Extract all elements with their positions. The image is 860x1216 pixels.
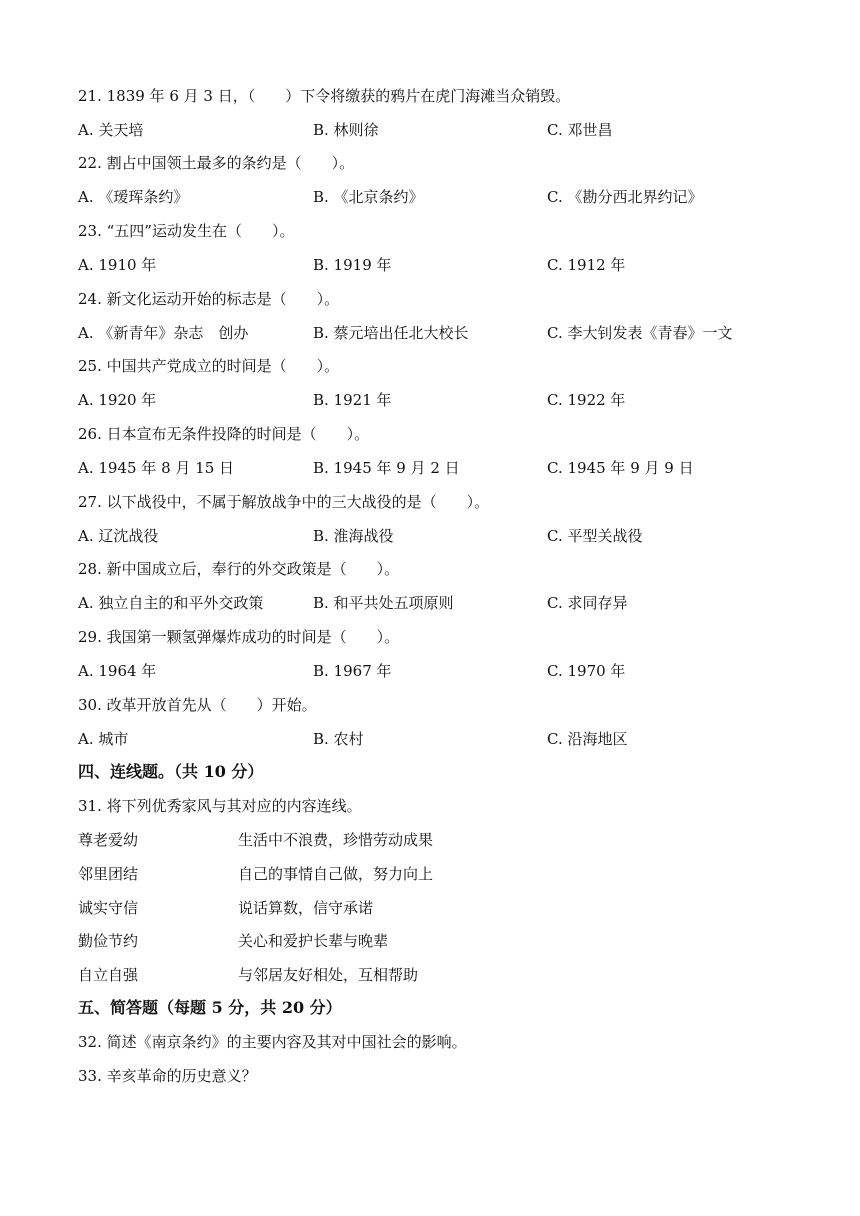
match-right-item: 关心和爱护长辈与晚辈: [238, 932, 389, 950]
question-29-option-b: B. 1967 年: [313, 662, 392, 680]
question-26-option-c: C. 1945 年 9 月 9 日: [547, 459, 694, 477]
question-21-stem: 21. 1839 年 6 月 3 日，（ ）下令将缴获的鸦片在虎门海滩当众销毁。: [78, 87, 571, 105]
question-25-stem: 25. 中国共产党成立的时间是（ ）。: [78, 357, 340, 375]
match-right-item: 自己的事情自己做，努力向上: [238, 865, 434, 883]
question-29-option-c: C. 1970 年: [547, 662, 626, 680]
question-26-stem: 26. 日本宣布无条件投降的时间是（ ）。: [78, 425, 370, 443]
question-21-option-a: A. 关天培: [78, 121, 144, 139]
question-25-option-c: C. 1922 年: [547, 391, 626, 409]
question-22-option-c: C. 《勘分西北界约记》: [547, 188, 703, 206]
question-27-option-c: C. 平型关战役: [547, 527, 643, 545]
question-21-option-c: C. 邓世昌: [547, 121, 613, 139]
question-22-option-b: B. 《北京条约》: [313, 188, 424, 206]
question-32-stem: 32. 简述《南京条约》的主要内容及其对中国社会的影响。: [78, 1033, 467, 1051]
match-left-item: 诚实守信: [78, 899, 139, 917]
question-27-option-b: B. 淮海战役: [313, 527, 394, 545]
question-23-option-b: B. 1919 年: [313, 256, 392, 274]
match-left-item: 自立自强: [78, 966, 139, 984]
question-27-stem: 27. 以下战役中，不属于解放战争中的三大战役的是（ ）。: [78, 493, 490, 511]
match-right-item: 生活中不浪费，珍惜劳动成果: [238, 831, 434, 849]
match-right-item: 说话算数，信守承诺: [238, 899, 374, 917]
question-21-option-b: B. 林则徐: [313, 121, 379, 139]
question-27-option-a: A. 辽沈战役: [78, 527, 159, 545]
question-30-option-b: B. 农村: [313, 730, 364, 748]
question-33-stem: 33. 辛亥革命的历史意义？: [78, 1067, 257, 1085]
question-29-option-a: A. 1964 年: [78, 662, 157, 680]
question-28-option-a: A. 独立自主的和平外交政策: [78, 594, 264, 612]
question-26-option-b: B. 1945 年 9 月 2 日: [313, 459, 460, 477]
question-22-stem: 22. 割占中国领土最多的条约是（ ）。: [78, 154, 355, 172]
question-30-stem: 30. 改革开放首先从（ ）开始。: [78, 696, 317, 714]
question-30-option-a: A. 城市: [78, 730, 129, 748]
match-left-item: 邻里团结: [78, 865, 139, 883]
section-4-title: 四、连线题。（共 10 分）: [78, 762, 264, 781]
question-23-option-a: A. 1910 年: [78, 256, 157, 274]
question-31-stem: 31. 将下列优秀家风与其对应的内容连线。: [78, 797, 362, 815]
question-23-stem: 23. “五四”运动发生在（ ）。: [78, 222, 295, 240]
match-right-item: 与邻居友好相处，互相帮助: [238, 966, 419, 984]
match-left-item: 尊老爱幼: [78, 831, 139, 849]
section-5-title: 五、简答题（每题 5 分，共 20 分）: [78, 998, 342, 1017]
question-26-option-a: A. 1945 年 8 月 15 日: [78, 459, 235, 477]
question-24-option-a: A. 《新青年》杂志 创办: [78, 324, 249, 342]
question-23-option-c: C. 1912 年: [547, 256, 626, 274]
question-24-stem: 24. 新文化运动开始的标志是（ ）。: [78, 290, 340, 308]
question-25-option-b: B. 1921 年: [313, 391, 392, 409]
question-24-option-c: C. 李大钊发表《青春》一文: [547, 324, 733, 342]
question-29-stem: 29. 我国第一颗氢弹爆炸成功的时间是（ ）。: [78, 628, 400, 646]
question-28-option-b: B. 和平共处五项原则: [313, 594, 454, 612]
question-22-option-a: A. 《瑷珲条约》: [78, 188, 189, 206]
question-28-option-c: C. 求同存异: [547, 594, 628, 612]
question-25-option-a: A. 1920 年: [78, 391, 157, 409]
question-24-option-b: B. 蔡元培出任北大校长: [313, 324, 469, 342]
match-left-item: 勤俭节约: [78, 932, 139, 950]
question-30-option-c: C. 沿海地区: [547, 730, 628, 748]
question-28-stem: 28. 新中国成立后，奉行的外交政策是（ ）。: [78, 560, 400, 578]
